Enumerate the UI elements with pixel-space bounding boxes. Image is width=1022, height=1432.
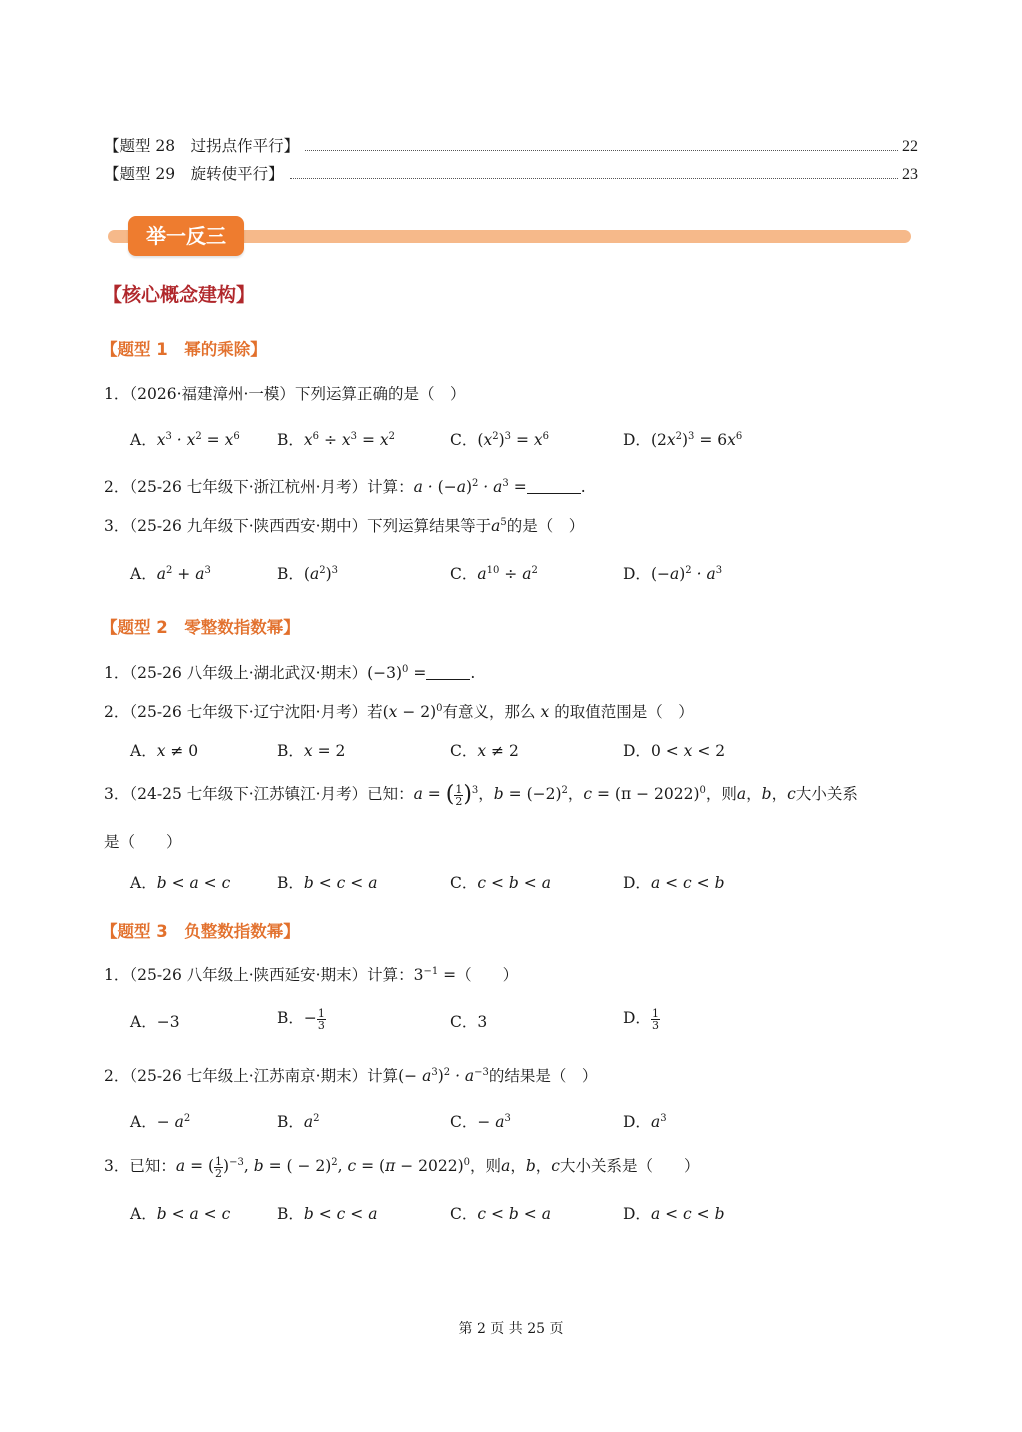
s1-q3-option-c: C．$a^{10} \div a^2$: [450, 564, 538, 583]
s3-q2-option-a: A．− $a^2$: [130, 1112, 191, 1131]
s1-question-2: 2．（25-26 七年级下·浙江杭州·月考）计算：$a \cdot (-a)^2 \cdot a^3$ = .: [104, 477, 586, 496]
s3-q1-option-c: C．3: [450, 1013, 488, 1031]
s2-question-3: 3．（24-25 七年级下·江苏镇江·月考）已知：a = ( $\frac{1}{2}$ )$^3$，$b = (-2)^2$，$c = (\pi - 2022)^0$，则a，b，c大小关系: [104, 782, 858, 808]
s2-q3-continuation: 是（ ）: [104, 833, 182, 851]
s2-q3-option-b: B．b < c < a: [277, 874, 378, 892]
s2-q2-option-d: D．0 < x < 2: [623, 742, 726, 760]
s3-q1-option-d: D． $\frac{1}{3}$: [623, 1006, 659, 1032]
toc-leader-dots: [305, 150, 898, 151]
s3-q1-option-a: A．−3: [130, 1013, 180, 1031]
toc-page-number: 22: [902, 138, 918, 155]
s3-question-2: 2．（25-26 七年级上·江苏南京·期末）计算(− $a^3)^2 \cdot a^{-3}$的结果是（ ）: [104, 1066, 598, 1085]
s1-q3-option-a: A．$a^2 + a^3$: [130, 564, 211, 583]
toc-leader-dots: [290, 178, 898, 179]
s1-q1-option-c: C．$(x^2)^3 = x^6$: [450, 430, 549, 449]
s2-q3-option-c: C．c < b < a: [450, 874, 551, 892]
s2-q2-option-a: A．x ≠ 0: [130, 742, 199, 760]
s3-q3-option-b: B．b < c < a: [277, 1205, 378, 1223]
s1-question-3: 3．（25-26 九年级下·陕西西安·期中）下列运算结果等于$a^5$的是（ ）: [104, 516, 585, 535]
s2-q2-option-c: C．x ≠ 2: [450, 742, 519, 760]
s3-q2-option-c: C．− $a^3$: [450, 1112, 511, 1131]
s1-q3-option-b: B．$(a^2)^3$: [277, 564, 339, 583]
banner-tab: 举一反三: [128, 216, 244, 256]
section-title-2: 【题型 2 零整数指数幂】: [101, 618, 300, 637]
s1-question-1: 1．（2026·福建漳州·一模）下列运算正确的是（ ）: [104, 385, 466, 403]
s1-q1-option-b: B．$x^6 \div x^3 = x^2$: [277, 430, 395, 449]
s2-question-2: 2．（25-26 七年级下·辽宁沈阳·月考）若$(x - 2)^0$有意义，那么 x 的取值范围是（ ）: [104, 702, 694, 721]
s3-q2-option-b: B．$a^2$: [277, 1112, 320, 1131]
s3-q3-option-c: C．c < b < a: [450, 1205, 551, 1223]
s3-q3-option-d: D．a < c < b: [623, 1205, 725, 1223]
s2-question-1: 1．（25-26 八年级上·湖北武汉·期末）$(-3)^0$ = .: [104, 663, 476, 682]
s2-q2-option-b: B．x = 2: [277, 742, 346, 760]
toc-entry-29[interactable]: [104, 162, 918, 184]
section-title-1: 【题型 1 幂的乘除】: [101, 340, 267, 359]
s2-q3-option-d: D．a < c < b: [623, 874, 725, 892]
toc-entry-28[interactable]: [104, 134, 918, 156]
s3-question-1: 1．（25-26 八年级上·陕西延安·期末）计算：$3^{-1}$ =（ ）: [104, 965, 519, 984]
s1-q1-option-a: A．$x^3 \cdot x^2 = x^6$: [130, 430, 240, 449]
s1-q3-option-d: D．$(-a)^2 \cdot a^3$: [623, 564, 723, 583]
s1-q1-option-d: D．$(2x^2)^3 = 6x^6$: [623, 430, 743, 449]
s3-q2-option-d: D．$a^3$: [623, 1112, 667, 1131]
page-footer: 第 2 页 共 25 页: [458, 1321, 564, 1337]
toc-page-number: 23: [902, 166, 918, 183]
s2-q3-option-a: A．b < a < c: [130, 874, 231, 892]
s3-question-3: 3．已知：a = ( $\frac{1}{2}$ )$^{-3}$, b = ( − 2)$^2$, $c = (\pi - 2022)^0$，则a，b，c大小关系是（ ）: [104, 1154, 700, 1180]
section-title-3: 【题型 3 负整数指数幂】: [101, 922, 300, 941]
toc-label: 【题型 28 过拐点作平行】: [104, 137, 300, 155]
s3-q1-option-b: B．− $\frac{1}{3}$: [277, 1006, 325, 1032]
core-concept-heading: 【核心概念建构】: [103, 284, 256, 306]
toc-label: 【题型 29 旋转使平行】: [104, 165, 284, 183]
s3-q3-option-a: A．b < a < c: [130, 1205, 231, 1223]
